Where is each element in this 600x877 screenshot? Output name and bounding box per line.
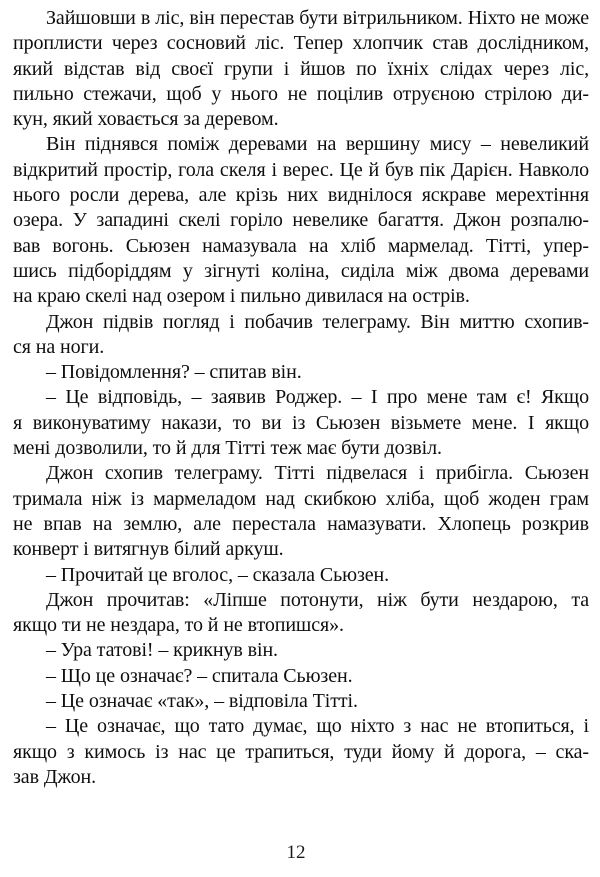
text-line: який відстав від своєї групи і йшов по їхніх слідах через ліс, (13, 57, 589, 80)
text-line: проплисти через сосновий ліс. Тепер хлопчик став дослідником, (13, 32, 589, 55)
paragraph (13, 360, 589, 385)
text-line: пильно стежачи, щоб у нього не поцілив отруєною стрілою ди- (13, 82, 589, 105)
paragraph (13, 563, 589, 588)
text-line: якщо ти не нездара, то й не втопишся». (13, 614, 344, 637)
text-line: Джон схопив телеграму. Тітті підвелася і прибігла. Сьюзен (46, 462, 589, 485)
text-line: – Повідомлення? – спитав він. (46, 361, 302, 384)
text-line: – Прочитай це вголос, – сказала Сьюзен. (46, 563, 390, 586)
paragraph (13, 638, 589, 663)
paragraph (13, 714, 589, 790)
paragraph (13, 132, 589, 309)
paragraph (13, 588, 589, 639)
text-line: вав вогонь. Сьюзен намазувала на хліб мармелад. Тітті, упер- (13, 234, 589, 257)
text-line: на краю скелі над озером і пильно дивилася на острів. (13, 285, 470, 308)
text-line: – Це відповідь, – заявив Роджер. – І про мене там є! Якщо (46, 386, 589, 409)
paragraph (13, 664, 589, 689)
page-number: 12 (286, 842, 306, 863)
paragraph (13, 461, 589, 562)
text-line: нього росли дерева, але крізь них виднілося яскраве мерехтіння (13, 184, 589, 207)
text-line: Він піднявся поміж деревами на вершину мису – невеликий (46, 133, 589, 156)
text-line: Зайшовши в ліс, він перестав бути вітрильником. Ніхто не може (46, 7, 589, 29)
text-line: озера. У западині скелі горіло невелике багаття. Джон розпалю- (13, 209, 589, 232)
text-block (13, 6, 589, 790)
text-line: відкритий простір, гола скеля і верес. Це й був пік Дарієн. Навколо (13, 158, 589, 181)
paragraph (13, 689, 589, 714)
text-line: Джон прочитав: «Ліпше потонути, ніж бути нездарою, та (46, 588, 589, 611)
text-line: ся на ноги. (13, 335, 105, 358)
text-line: я виконуватиму накази, то ви із Сьюзен візьмете мене. І якщо (13, 411, 589, 434)
paragraph (13, 6, 589, 132)
text-line: якщо з кимось із нас це трапиться, туди йому й дорога, – ска- (13, 740, 589, 763)
text-line: – Ура татові! – крикнув він. (46, 639, 278, 662)
text-line: Джон підвів погляд і побачив телеграму. Він миттю схопив- (46, 310, 589, 333)
text-line: – Це означає, що тато думає, що ніхто з нас не втопиться, і (46, 715, 589, 738)
text-line: шись підборіддям у зігнуті коліна, сиділа між двома деревами (13, 259, 589, 282)
text-line: – Це означає «так», – відповіла Тітті. (46, 690, 358, 713)
text-line: не впав на землю, але перестала намазувати. Хлопець розкрив (13, 512, 589, 535)
paragraph (13, 310, 589, 361)
text-line: – Що це означає? – спитала Сьюзен. (46, 664, 353, 687)
text-line: зав Джон. (13, 765, 96, 788)
text-line: конверт і витягнув білий аркуш. (13, 538, 284, 561)
text-line: тримала ніж із мармеладом над скибкою хліба, щоб жоден грам (13, 487, 589, 510)
text-line: кун, який ховається за деревом. (13, 108, 279, 131)
text-line: мені дозволили, то й для Тітті теж має бути дозвіл. (13, 437, 442, 460)
paragraph (13, 385, 589, 461)
